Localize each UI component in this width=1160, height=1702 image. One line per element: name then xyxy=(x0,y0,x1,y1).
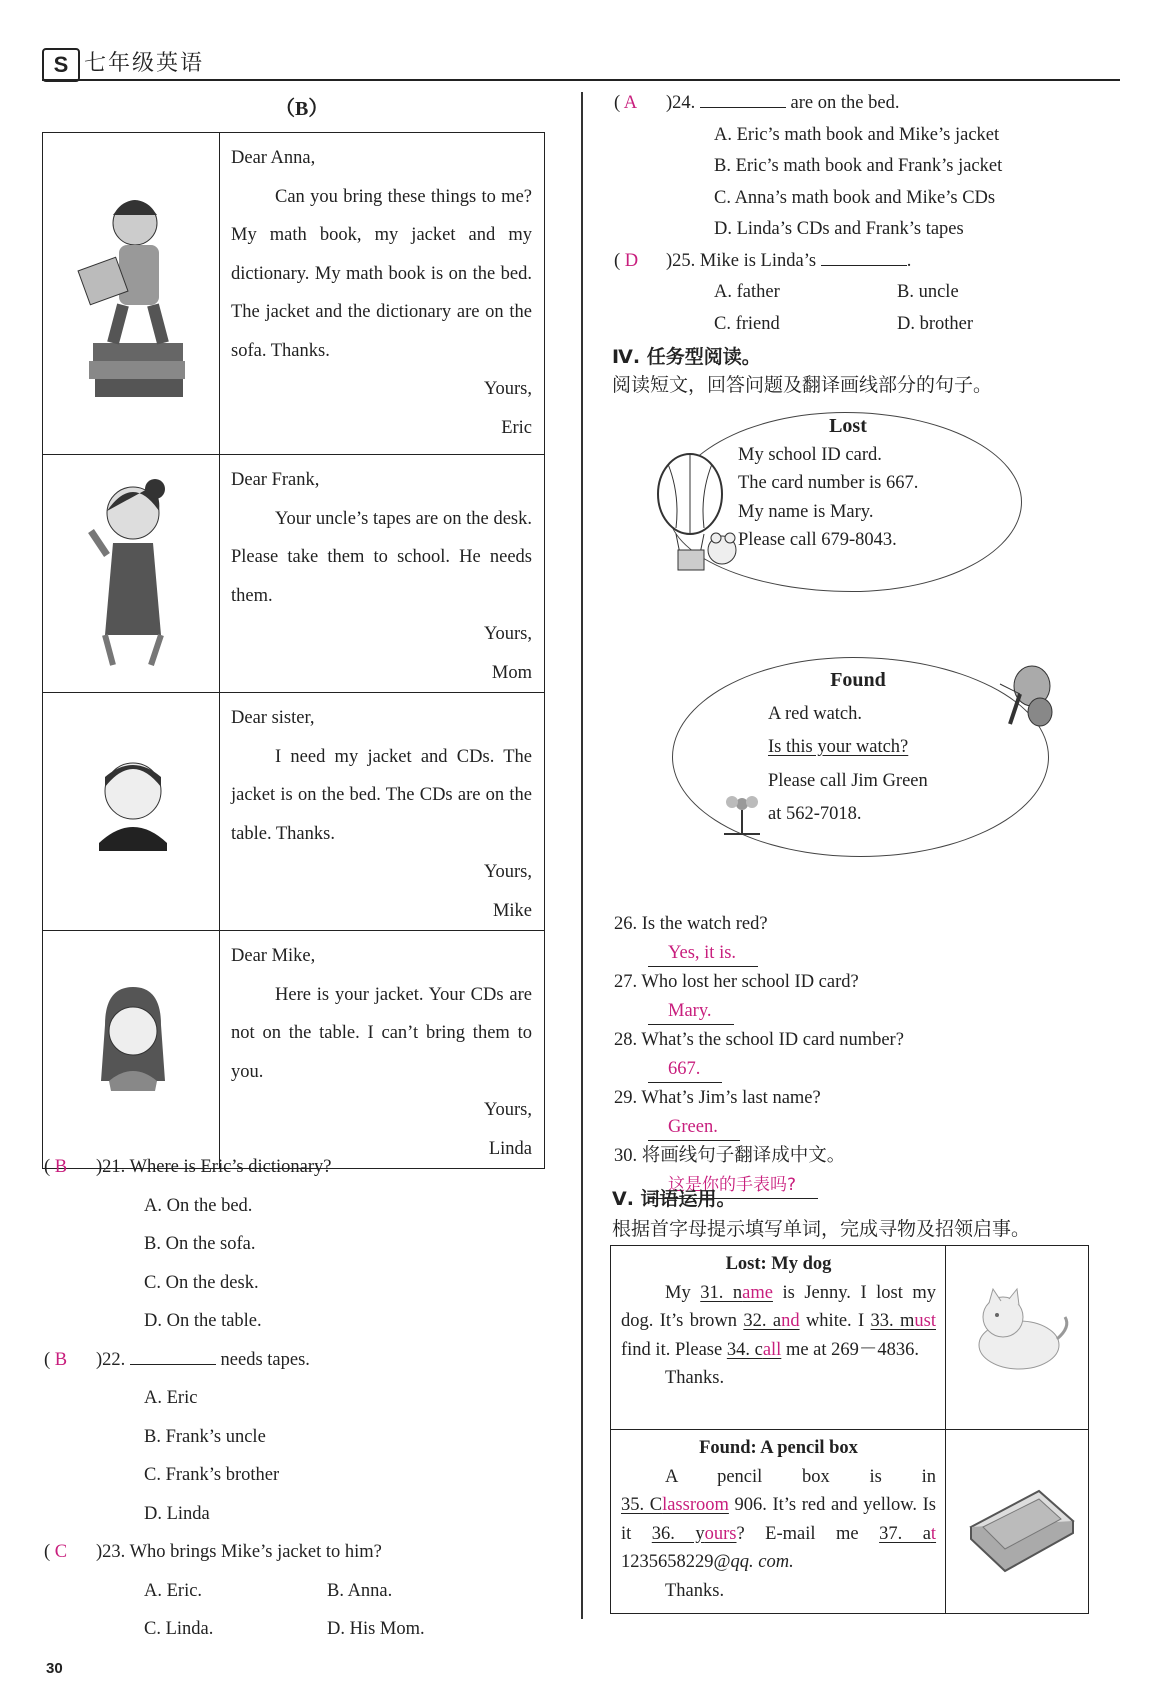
letter-row xyxy=(43,693,545,931)
notice-text: find it. Please xyxy=(621,1339,723,1360)
letter-1 xyxy=(220,133,545,455)
blank-answer: all xyxy=(762,1339,782,1360)
mother-illustration xyxy=(43,455,220,693)
option: D. Linda xyxy=(144,1503,210,1524)
notice-row xyxy=(611,1430,1089,1614)
letter-closing: Yours, xyxy=(484,379,532,399)
blank-label: 32. a xyxy=(743,1311,782,1331)
blank-35 xyxy=(621,1495,729,1515)
option-row xyxy=(44,1610,564,1649)
blank-label: 31. n xyxy=(700,1282,743,1303)
notice-body xyxy=(621,1279,936,1365)
notice-title: Found: A pencil box xyxy=(699,1438,858,1458)
question-number: )24. xyxy=(666,93,696,113)
pencil-box-illustration xyxy=(946,1430,1089,1614)
answer-paren: ( D xyxy=(614,250,639,271)
blank-31 xyxy=(700,1283,773,1303)
letter-body: Here is your jacket. Your CDs are not on the table. I can’t bring them to you. xyxy=(231,984,532,1082)
option: D. His Mom. xyxy=(327,1619,425,1639)
question-stem: Who brings Mike’s jacket to him? xyxy=(129,1542,382,1562)
option: A. Eric xyxy=(144,1388,198,1408)
section-4-title: Ⅳ. 任务型阅读。 xyxy=(612,346,761,368)
blank-32 xyxy=(743,1311,799,1331)
question-block-left xyxy=(44,1148,564,1649)
letter-row xyxy=(43,455,545,693)
option: C. On the desk. xyxy=(144,1272,259,1293)
letter-4 xyxy=(220,931,545,1169)
found-line: Please call Jim Green xyxy=(768,770,928,791)
question-stem-suffix: . xyxy=(906,250,912,271)
question-25 xyxy=(614,246,1114,278)
fill-blank xyxy=(821,249,907,266)
option: C. friend xyxy=(714,313,780,334)
lost-line: My name is Mary. xyxy=(738,501,874,522)
lost-line: Please call 679-8043. xyxy=(738,530,897,550)
lost-line: My school ID card. xyxy=(738,444,882,465)
option: A. Eric’s math book and Mike’s jacket xyxy=(714,124,1000,145)
answer-paren: ( A xyxy=(614,93,638,113)
blank-33 xyxy=(871,1311,936,1331)
notice-text: 1235658229@ xyxy=(621,1552,731,1572)
notice-text: My xyxy=(665,1282,691,1303)
letter-closing: Yours, xyxy=(484,624,532,644)
question-stem: needs tapes. xyxy=(220,1349,310,1370)
blank-answer: nd xyxy=(781,1311,800,1331)
option-row xyxy=(614,277,1114,309)
question-stem: Mike is Linda’s xyxy=(699,250,817,271)
option: D. Linda’s CDs and Frank’s tapes xyxy=(714,219,964,239)
answer-letter: B xyxy=(54,1349,68,1370)
answer-paren: ( B xyxy=(44,1349,68,1370)
fill-blank xyxy=(700,91,786,108)
option: B. Eric’s math book and Frank’s jacket xyxy=(714,156,1003,176)
header-divider xyxy=(42,79,1120,81)
blank-label: 33. m xyxy=(870,1311,915,1331)
fill-blank xyxy=(130,1348,216,1365)
letters-table xyxy=(42,132,545,1169)
blank-34 xyxy=(727,1340,781,1360)
section-5-instruction: 根据首字母提示填写单词，完成寻物及招领启事。 xyxy=(612,1218,1031,1240)
notice-text: is Jenny. I lost my dog. It’s brown xyxy=(621,1282,937,1331)
notice-thanks: Thanks. xyxy=(665,1368,725,1388)
letter-2 xyxy=(220,455,545,693)
letter-closing: Yours, xyxy=(484,862,532,882)
boy-reading-illustration xyxy=(43,133,220,455)
letter-greeting: Dear Frank, xyxy=(231,470,320,490)
letter-greeting: Dear Anna, xyxy=(231,148,316,168)
hot-air-balloon-bear-icon xyxy=(640,450,750,580)
answer-letter: D xyxy=(624,250,639,271)
question-24 xyxy=(614,88,1114,120)
lost-title: Lost xyxy=(829,415,867,437)
letter-row xyxy=(43,931,545,1169)
question-stem: Where is Eric’s dictionary? xyxy=(129,1157,332,1177)
letter-signature: Eric xyxy=(501,417,532,438)
book-title: 七年级英语 xyxy=(84,51,205,76)
letter-greeting: Dear Mike, xyxy=(231,946,316,966)
option-row xyxy=(614,309,1114,341)
answer-letter: C xyxy=(54,1542,68,1562)
notice-text: ? E-mail me xyxy=(736,1523,859,1544)
letter-body: Your uncle’s tapes are on the desk. Please take them to school. He needs them. xyxy=(231,508,532,606)
option: A. Eric. xyxy=(144,1580,203,1601)
found-line: at 562-7018. xyxy=(768,804,862,824)
qa-list xyxy=(614,910,1114,1200)
lost-dog-notice xyxy=(611,1246,946,1430)
blank-label: 35. C xyxy=(621,1495,663,1515)
flower-icon xyxy=(714,786,770,838)
section-b-label: （B） xyxy=(275,98,329,120)
qa-question: 30. 将画线句子翻译成中文。 xyxy=(614,1146,846,1166)
found-title: Found xyxy=(830,669,886,691)
question-21 xyxy=(44,1148,564,1187)
notice-title: Lost: My dog xyxy=(725,1254,832,1274)
letter-row xyxy=(43,133,545,455)
qa-question: 29. What’s Jim’s last name? xyxy=(614,1088,821,1108)
option: C. Anna’s math book and Mike’s CDs xyxy=(714,187,996,208)
option: A. father xyxy=(714,282,780,302)
option: B. uncle xyxy=(897,282,959,302)
letter-signature: Mom xyxy=(491,662,532,683)
qa-answer: Mary. xyxy=(648,998,734,1025)
option: B. Frank’s uncle xyxy=(144,1426,266,1447)
question-number: )21. xyxy=(96,1157,126,1177)
question-stem: are on the bed. xyxy=(790,93,900,113)
qa-answer: 667. xyxy=(648,1056,722,1083)
found-line: A red watch. xyxy=(768,703,863,724)
notice-row xyxy=(611,1246,1089,1430)
qa-answer: Yes, it is. xyxy=(648,940,758,967)
page-number: 30 xyxy=(46,1660,63,1677)
answer-letter: B xyxy=(54,1157,68,1177)
blank-answer: t xyxy=(930,1523,937,1544)
question-number: )23. xyxy=(96,1542,126,1562)
qa-question: 26. Is the watch red? xyxy=(614,914,768,934)
publisher-logo: S xyxy=(42,48,80,82)
question-22 xyxy=(44,1341,564,1380)
blank-answer: ust xyxy=(914,1311,937,1331)
option: B. On the sofa. xyxy=(144,1234,256,1254)
blank-36 xyxy=(652,1524,737,1544)
qa-question: 28. What’s the school ID card number? xyxy=(614,1030,904,1050)
blank-label: 36. y xyxy=(651,1523,705,1544)
lost-notice-text xyxy=(738,412,1008,555)
letter-body: I need my jacket and CDs. The jacket is on the bed. The CDs are on the table. Thanks. xyxy=(231,746,532,844)
option: C. Frank’s brother xyxy=(144,1465,280,1485)
letter-3 xyxy=(220,693,545,931)
answer-paren: ( C xyxy=(44,1542,68,1562)
option: B. Anna. xyxy=(327,1580,393,1601)
letter-greeting: Dear sister, xyxy=(231,708,315,728)
found-line-underlined: Is this your watch? xyxy=(768,737,909,757)
blank-label: 37. a xyxy=(879,1523,931,1544)
notice-text: qq. com. xyxy=(730,1552,794,1572)
section-5-title: Ⅴ. 词语运用。 xyxy=(612,1188,736,1210)
blank-answer: lassroom xyxy=(662,1495,729,1515)
option: D. On the table. xyxy=(144,1311,262,1331)
answer-letter: A xyxy=(623,93,638,113)
blank-answer: ame xyxy=(742,1282,773,1303)
option: D. brother xyxy=(897,313,974,334)
notice-thanks: Thanks. xyxy=(665,1580,725,1601)
option-row xyxy=(44,1572,564,1611)
notice-text: me at 269－4836. xyxy=(785,1339,920,1360)
letter-signature: Mike xyxy=(492,900,532,921)
found-pencil-box-notice xyxy=(611,1430,946,1614)
notice-body xyxy=(621,1463,936,1577)
blank-label: 34. c xyxy=(726,1339,763,1360)
qa-answer: Green. xyxy=(648,1114,740,1141)
letter-signature: Linda xyxy=(488,1138,532,1159)
option: C. Linda. xyxy=(144,1619,214,1639)
girl-portrait-illustration xyxy=(43,931,220,1169)
blank-37 xyxy=(879,1524,936,1544)
question-23 xyxy=(44,1533,564,1572)
option: A. On the bed. xyxy=(144,1195,253,1216)
dog-illustration xyxy=(946,1246,1089,1430)
question-block-right xyxy=(614,88,1114,340)
boy-portrait-illustration xyxy=(43,693,220,931)
question-number: )22. xyxy=(96,1349,126,1370)
column-divider xyxy=(581,92,583,1619)
notice-text: white. I xyxy=(805,1311,865,1331)
letter-body: Can you bring these things to me? My math book, my jacket and my dictionary. My math book is on the bed. The jacket and the dictionary are on the sofa. Thanks. xyxy=(231,186,532,361)
blank-answer: ours xyxy=(704,1523,737,1544)
answer-paren: ( B xyxy=(44,1157,68,1177)
section-4-instruction: 阅读短文，回答问题及翻译画线部分的句子。 xyxy=(612,374,993,396)
notice-text: 906. It’s red and yellow. Is it xyxy=(621,1495,937,1544)
qa-answer: 这是你的手表吗? xyxy=(648,1172,818,1199)
qa-question: 27. Who lost her school ID card? xyxy=(614,972,859,992)
found-notice-text xyxy=(768,664,1018,832)
notice-table xyxy=(610,1245,1089,1614)
question-number: )25. xyxy=(666,250,696,271)
notice-text: A pencil box is in xyxy=(665,1466,936,1487)
letter-closing: Yours, xyxy=(484,1100,532,1120)
lost-line: The card number is 667. xyxy=(738,473,919,493)
